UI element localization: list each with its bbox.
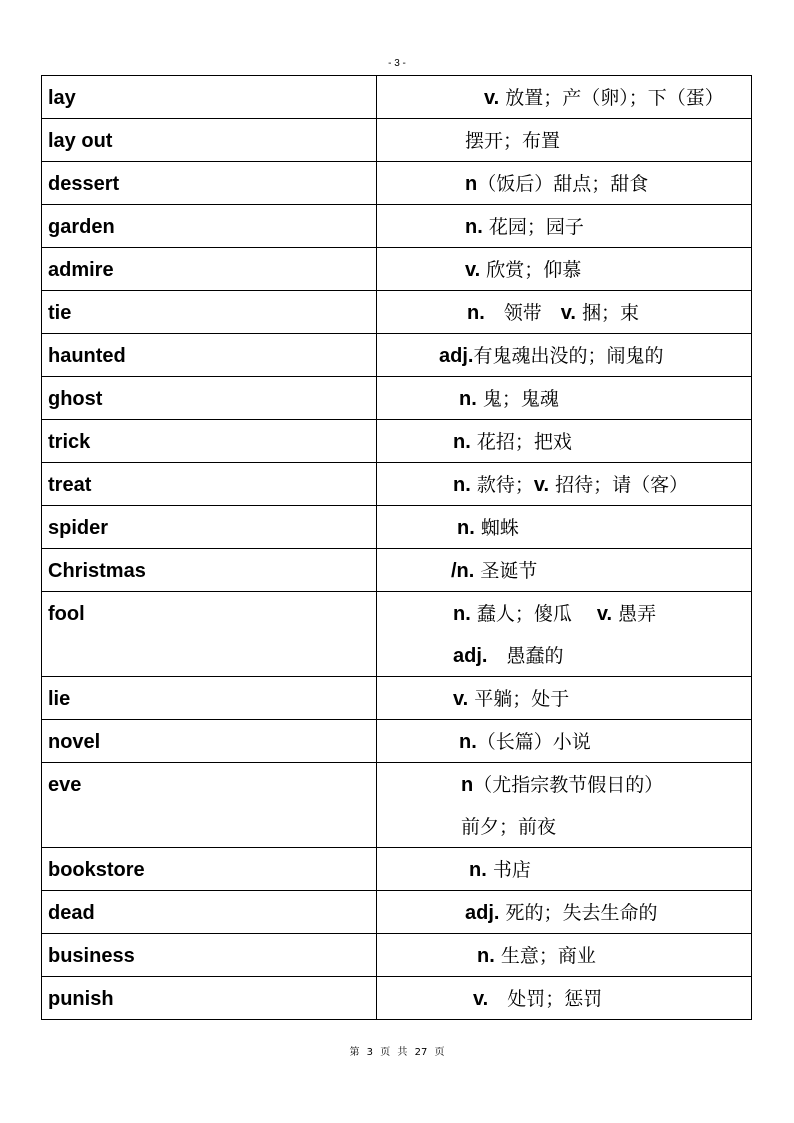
- definition-text: 蜘蛛: [474, 517, 519, 539]
- meaning-line: [377, 291, 751, 333]
- meaning-cell: [377, 377, 752, 420]
- meaning-cell: [377, 463, 752, 506]
- definition-text: （尤指宗教节假日的）: [473, 774, 664, 796]
- part-of-speech: n.: [457, 517, 475, 539]
- vocab-row: [42, 377, 752, 420]
- meaning-cell: [377, 334, 752, 377]
- vocab-row: [42, 291, 752, 334]
- meaning-line: [377, 677, 751, 719]
- definition-text: （长篇）小说: [476, 731, 591, 753]
- meaning-line: [377, 848, 751, 890]
- part-of-speech: adj.: [465, 902, 500, 924]
- word-text: haunted: [48, 345, 126, 367]
- definition-text: 愚蠢的: [487, 645, 564, 667]
- vocab-row: [42, 506, 752, 549]
- definition-text: 鬼；鬼魂: [476, 388, 559, 410]
- word-cell: [42, 592, 377, 677]
- part-of-speech: n: [465, 173, 478, 195]
- meaning-line: [377, 805, 751, 847]
- part-of-speech: v.: [473, 988, 489, 1010]
- word-cell: [42, 891, 377, 934]
- meaning-cell: [377, 76, 752, 119]
- meaning-line: [377, 334, 751, 376]
- vocab-row: [42, 162, 752, 205]
- page-marker-top: - 3 -: [388, 58, 406, 69]
- meaning-line: [377, 162, 751, 204]
- meaning-line: [377, 763, 751, 805]
- meaning-line: [377, 463, 751, 505]
- meaning-line: [377, 76, 751, 118]
- meaning-line: [377, 506, 751, 548]
- meaning-cell: [377, 248, 752, 291]
- word-cell: [42, 162, 377, 205]
- definition-text: 处罚；惩罚: [488, 988, 603, 1010]
- vocab-row: [42, 720, 752, 763]
- definition-text: 放置；产（卵）；下（蛋）: [499, 87, 724, 109]
- word-cell: [42, 119, 377, 162]
- word-text: business: [48, 945, 135, 967]
- word-cell: [42, 677, 377, 720]
- meaning-cell: [377, 506, 752, 549]
- part-of-speech: n.: [453, 603, 471, 625]
- part-of-speech: v.: [560, 302, 576, 324]
- definition-text: （饭后）甜点；甜食: [477, 173, 649, 195]
- word-cell: [42, 248, 377, 291]
- part-of-speech: v.: [596, 603, 613, 625]
- meaning-cell: [377, 291, 752, 334]
- meaning-line: [377, 891, 751, 933]
- part-of-speech: n.: [453, 431, 471, 453]
- word-text: bookstore: [48, 859, 145, 881]
- meaning-line: [377, 720, 751, 762]
- meaning-line: [377, 248, 751, 290]
- word-cell: [42, 205, 377, 248]
- vocab-row: [42, 463, 752, 506]
- word-cell: [42, 549, 377, 592]
- definition-text: 死的；失去生命的: [499, 902, 658, 924]
- meaning-cell: [377, 162, 752, 205]
- part-of-speech: n.: [459, 731, 477, 753]
- word-text: novel: [48, 731, 101, 753]
- part-of-speech: v.: [465, 259, 481, 281]
- word-text: tie: [48, 302, 72, 324]
- word-cell: [42, 76, 377, 119]
- word-text: trick: [48, 431, 91, 453]
- meaning-cell: [377, 977, 752, 1020]
- vocab-row: [42, 934, 752, 977]
- part-of-speech: n.: [469, 859, 487, 881]
- vocab-row: [42, 977, 752, 1020]
- word-cell: [42, 334, 377, 377]
- definition-text: 前夕；前夜: [461, 816, 557, 838]
- word-text: lay out: [48, 130, 113, 152]
- definition-text: 愚弄: [612, 603, 657, 625]
- part-of-speech: v.: [453, 688, 469, 710]
- vocab-row: [42, 592, 752, 677]
- vocab-row: [42, 420, 752, 463]
- meaning-cell: [377, 763, 752, 848]
- word-text: admire: [48, 259, 114, 281]
- definition-text: 领带: [484, 302, 561, 324]
- meaning-cell: [377, 205, 752, 248]
- vocab-row: [42, 205, 752, 248]
- definition-text: 生意；商业: [494, 945, 596, 967]
- word-text: garden: [48, 216, 115, 238]
- definition-text: 捆；束: [576, 302, 640, 324]
- definition-text: 圣诞节: [474, 560, 538, 582]
- word-text: treat: [48, 474, 92, 496]
- definition-text: 花招；把戏: [470, 431, 572, 453]
- vocab-row: [42, 334, 752, 377]
- meaning-cell: [377, 119, 752, 162]
- part-of-speech: /n.: [451, 560, 475, 582]
- definition-text: 平躺；处于: [468, 688, 570, 710]
- page-footer: 第 3 页 共 27 页: [349, 1047, 445, 1058]
- vocab-row: [42, 677, 752, 720]
- part-of-speech: n.: [459, 388, 477, 410]
- definition-text: 摆开；布置: [465, 130, 561, 152]
- word-text: dessert: [48, 173, 120, 195]
- meaning-line: [377, 119, 751, 161]
- word-cell: [42, 506, 377, 549]
- meaning-line: [377, 592, 751, 634]
- definition-text: 有鬼魂出没的；闹鬼的: [473, 345, 664, 367]
- word-cell: [42, 977, 377, 1020]
- vocab-row: [42, 549, 752, 592]
- word-cell: [42, 763, 377, 848]
- meaning-cell: [377, 549, 752, 592]
- vocab-row: [42, 763, 752, 848]
- vocabulary-table: [41, 75, 752, 1020]
- part-of-speech: adj.: [439, 345, 474, 367]
- vocab-row: [42, 248, 752, 291]
- meaning-cell: [377, 677, 752, 720]
- vocab-row: [42, 76, 752, 119]
- meaning-cell: [377, 934, 752, 977]
- meaning-cell: [377, 592, 752, 677]
- part-of-speech: n.: [465, 216, 483, 238]
- word-cell: [42, 420, 377, 463]
- definition-text: 款待；: [470, 474, 534, 496]
- word-text: fool: [48, 603, 85, 625]
- vocab-row: [42, 119, 752, 162]
- meaning-line: [377, 934, 751, 976]
- definition-text: 招待；请（客）: [549, 474, 689, 496]
- word-text: spider: [48, 517, 109, 539]
- vocab-row: [42, 891, 752, 934]
- meaning-cell: [377, 420, 752, 463]
- word-cell: [42, 720, 377, 763]
- definition-text: 花园；园子: [482, 216, 584, 238]
- word-text: lay: [48, 87, 76, 109]
- meaning-line: [377, 377, 751, 419]
- word-text: Christmas: [48, 560, 146, 582]
- word-text: dead: [48, 902, 95, 924]
- part-of-speech: adj.: [453, 645, 488, 667]
- meaning-cell: [377, 891, 752, 934]
- meaning-cell: [377, 848, 752, 891]
- part-of-speech: n.: [467, 302, 485, 324]
- word-text: eve: [48, 774, 82, 796]
- word-text: ghost: [48, 388, 103, 410]
- part-of-speech: v.: [533, 474, 550, 496]
- meaning-line: [377, 634, 751, 676]
- definition-text: 蠢人；傻瓜: [470, 603, 597, 625]
- word-cell: [42, 377, 377, 420]
- part-of-speech: n.: [477, 945, 495, 967]
- meaning-line: [377, 420, 751, 462]
- word-cell: [42, 463, 377, 506]
- meaning-line: [377, 977, 751, 1019]
- part-of-speech: n: [461, 774, 474, 796]
- vocab-row: [42, 848, 752, 891]
- word-cell: [42, 934, 377, 977]
- part-of-speech: v.: [484, 87, 500, 109]
- part-of-speech: n.: [453, 474, 471, 496]
- meaning-line: [377, 549, 751, 591]
- word-cell: [42, 848, 377, 891]
- meaning-line: [377, 205, 751, 247]
- meaning-cell: [377, 720, 752, 763]
- word-text: punish: [48, 988, 114, 1010]
- word-text: lie: [48, 688, 71, 710]
- vocabulary-table-body: [42, 76, 752, 1020]
- word-cell: [42, 291, 377, 334]
- definition-text: 书店: [486, 859, 531, 881]
- definition-text: 欣赏；仰慕: [480, 259, 582, 281]
